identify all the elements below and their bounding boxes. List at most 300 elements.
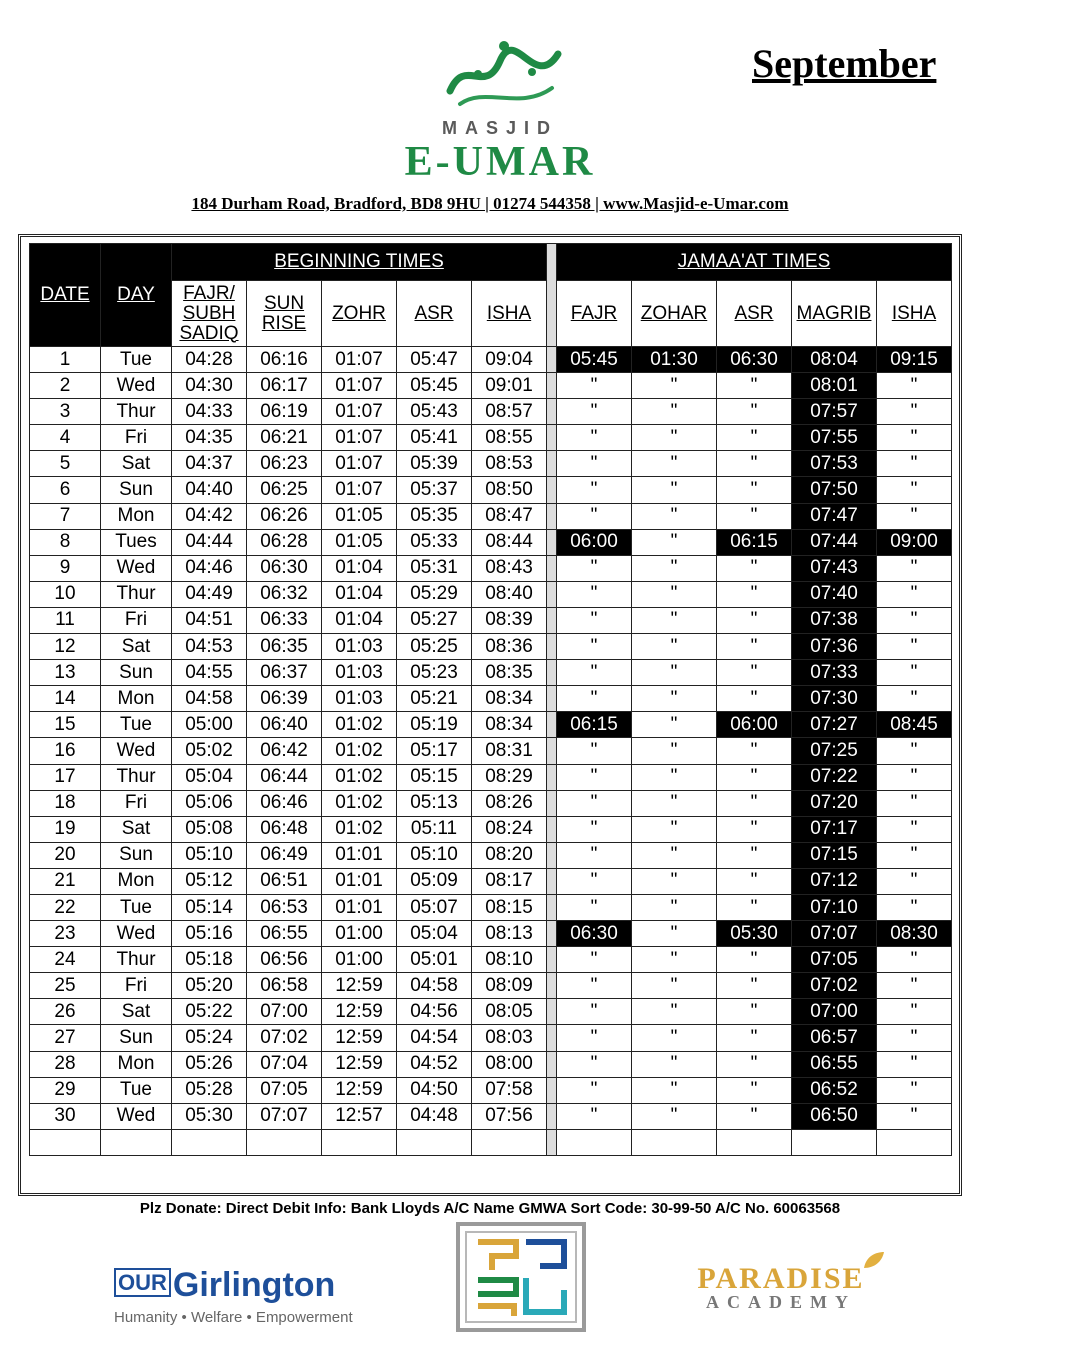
table-row — [30, 634, 952, 660]
column-divider — [547, 816, 557, 842]
empty-cell — [877, 1129, 952, 1155]
asr-cell: 05:41 — [397, 425, 472, 451]
jamaat-asr-cell: " — [717, 999, 792, 1025]
fajr-begin-cell: 04:55 — [172, 660, 247, 686]
date-cell: 29 — [30, 1077, 101, 1103]
jamaat-asr-cell: " — [717, 373, 792, 399]
jamaat-isha-cell: " — [877, 868, 952, 894]
jamaat-asr-cell: " — [717, 764, 792, 790]
sunrise-cell: 07:02 — [247, 1025, 322, 1051]
jamaat-asr-cell: " — [717, 581, 792, 607]
jamaat-fajr-cell: " — [557, 816, 632, 842]
zohr-cell: 01:02 — [322, 790, 397, 816]
isha-cell: 09:01 — [472, 373, 547, 399]
jamaat-zohar-cell: " — [632, 842, 717, 868]
jamaat-isha-cell: " — [877, 947, 952, 973]
day-cell: Sun — [101, 660, 172, 686]
fajr-begin-cell: 05:24 — [172, 1025, 247, 1051]
jamaat-zohar-cell: " — [632, 503, 717, 529]
empty-cell — [632, 1129, 717, 1155]
sunrise-cell: 06:17 — [247, 373, 322, 399]
date-cell: 4 — [30, 425, 101, 451]
jamaat-magrib-cell: 08:04 — [792, 347, 877, 373]
isha-cell: 08:05 — [472, 999, 547, 1025]
jamaat-zohar-cell: " — [632, 973, 717, 999]
jamaat-zohar-cell: " — [632, 868, 717, 894]
asr-cell: 05:47 — [397, 347, 472, 373]
jamaat-asr-cell: " — [717, 660, 792, 686]
jamaat-isha-header: ISHA — [877, 281, 952, 347]
column-divider — [547, 347, 557, 373]
table-row — [30, 738, 952, 764]
day-cell: Tues — [101, 529, 172, 555]
jamaat-fajr-cell: " — [557, 1025, 632, 1051]
asr-cell: 05:09 — [397, 868, 472, 894]
fajr-begin-cell: 04:42 — [172, 503, 247, 529]
isha-cell: 07:58 — [472, 1077, 547, 1103]
jamaat-isha-cell: " — [877, 581, 952, 607]
date-cell: 21 — [30, 868, 101, 894]
date-cell: 10 — [30, 581, 101, 607]
day-cell: Fri — [101, 973, 172, 999]
sunrise-cell: 06:32 — [247, 581, 322, 607]
jamaat-fajr-cell: " — [557, 894, 632, 920]
day-cell: Tue — [101, 894, 172, 920]
jamaat-isha-cell: " — [877, 451, 952, 477]
fajr-begin-cell: 05:02 — [172, 738, 247, 764]
jamaat-fajr-cell: " — [557, 999, 632, 1025]
column-divider — [547, 373, 557, 399]
fajr-begin-cell: 05:28 — [172, 1077, 247, 1103]
column-divider — [547, 1129, 557, 1155]
jamaat-fajr-cell: " — [557, 425, 632, 451]
asr-cell: 05:39 — [397, 451, 472, 477]
day-cell: Sat — [101, 816, 172, 842]
column-divider — [547, 399, 557, 425]
column-divider — [547, 999, 557, 1025]
column-divider — [547, 947, 557, 973]
date-cell: 17 — [30, 764, 101, 790]
leaf-icon — [862, 1250, 886, 1270]
zohr-cell: 12:59 — [322, 1051, 397, 1077]
zohr-cell: 01:03 — [322, 634, 397, 660]
day-cell: Mon — [101, 503, 172, 529]
jamaat-isha-cell: " — [877, 1077, 952, 1103]
asr-cell: 05:23 — [397, 660, 472, 686]
jamaat-asr-cell: " — [717, 477, 792, 503]
jamaat-zohar-cell: " — [632, 451, 717, 477]
masjid-calligraphy-logo — [440, 36, 570, 116]
table-row — [30, 581, 952, 607]
jamaat-asr-cell: " — [717, 842, 792, 868]
jamaat-zohar-header: ZOHAR — [632, 281, 717, 347]
jamaat-fajr-cell: " — [557, 660, 632, 686]
date-cell: 16 — [30, 738, 101, 764]
table-row — [30, 451, 952, 477]
isha-cell: 08:40 — [472, 581, 547, 607]
asr-cell: 05:04 — [397, 921, 472, 947]
sunrise-cell: 06:23 — [247, 451, 322, 477]
jamaat-asr-cell: " — [717, 1077, 792, 1103]
zohr-cell: 12:59 — [322, 973, 397, 999]
date-cell: 6 — [30, 477, 101, 503]
sunrise-cell: 06:28 — [247, 529, 322, 555]
jamaat-zohar-cell: " — [632, 947, 717, 973]
column-divider — [547, 607, 557, 633]
address-line: 184 Durham Road, Bradford, BD8 9HU | 01274 544358 | www.Masjid-e-Umar.com — [191, 194, 789, 213]
jamaat-isha-cell: " — [877, 634, 952, 660]
fajr-begin-cell: 05:04 — [172, 764, 247, 790]
column-divider — [547, 1051, 557, 1077]
zohr-cell: 01:02 — [322, 738, 397, 764]
isha-cell: 08:03 — [472, 1025, 547, 1051]
day-cell: Sun — [101, 477, 172, 503]
sunrise-cell: 06:49 — [247, 842, 322, 868]
zohr-cell: 12:59 — [322, 1077, 397, 1103]
paradise-academy-logo — [676, 1262, 886, 1313]
empty-cell — [247, 1129, 322, 1155]
jamaat-asr-cell: " — [717, 738, 792, 764]
day-cell: Thur — [101, 399, 172, 425]
isha-cell: 08:17 — [472, 868, 547, 894]
jamaat-magrib-cell: 07:55 — [792, 425, 877, 451]
column-divider — [547, 790, 557, 816]
day-cell: Sat — [101, 451, 172, 477]
day-cell: Wed — [101, 1103, 172, 1129]
jamaat-isha-cell: " — [877, 999, 952, 1025]
isha-cell: 08:31 — [472, 738, 547, 764]
isha-cell: 08:10 — [472, 947, 547, 973]
jamaat-isha-cell: " — [877, 686, 952, 712]
jamaat-fajr-cell: 06:30 — [557, 921, 632, 947]
prayer-timetable — [29, 243, 952, 1156]
fajr-begin-cell: 05:30 — [172, 1103, 247, 1129]
isha-cell: 08:39 — [472, 607, 547, 633]
date-cell: 19 — [30, 816, 101, 842]
sunrise-cell: 06:44 — [247, 764, 322, 790]
sunrise-cell: 06:19 — [247, 399, 322, 425]
fajr-begin-cell: 05:16 — [172, 921, 247, 947]
sunrise-cell: 06:46 — [247, 790, 322, 816]
jamaat-isha-cell: 09:00 — [877, 529, 952, 555]
isha-cell: 08:44 — [472, 529, 547, 555]
table-row — [30, 894, 952, 920]
empty-cell — [472, 1129, 547, 1155]
date-cell: 22 — [30, 894, 101, 920]
day-cell: Thur — [101, 947, 172, 973]
table-row — [30, 529, 952, 555]
paradise-sub: ACADEMY — [706, 1292, 856, 1312]
jamaat-fajr-cell: " — [557, 868, 632, 894]
asr-cell: 05:43 — [397, 399, 472, 425]
isha-cell: 08:26 — [472, 790, 547, 816]
jamaat-isha-cell: " — [877, 816, 952, 842]
table-row — [30, 712, 952, 738]
jamaat-isha-cell: 09:15 — [877, 347, 952, 373]
column-divider — [547, 842, 557, 868]
fajr-begin-cell: 05:10 — [172, 842, 247, 868]
day-cell: Tue — [101, 1077, 172, 1103]
table-row — [30, 868, 952, 894]
isha-cell: 08:24 — [472, 816, 547, 842]
zohr-cell: 01:02 — [322, 764, 397, 790]
jamaat-asr-cell: " — [717, 947, 792, 973]
jamaat-magrib-cell: 07:00 — [792, 999, 877, 1025]
jamaat-fajr-cell: " — [557, 686, 632, 712]
isha-cell: 08:34 — [472, 712, 547, 738]
asr-cell: 04:54 — [397, 1025, 472, 1051]
jamaat-asr-cell: " — [717, 686, 792, 712]
jamaat-isha-cell: " — [877, 790, 952, 816]
jamaat-asr-cell: " — [717, 973, 792, 999]
sunrise-cell: 06:55 — [247, 921, 322, 947]
zohr-cell: 01:03 — [322, 686, 397, 712]
jamaat-magrib-cell: 06:57 — [792, 1025, 877, 1051]
date-cell: 26 — [30, 999, 101, 1025]
zohr-cell: 01:07 — [322, 373, 397, 399]
sunrise-cell: 06:39 — [247, 686, 322, 712]
date-cell: 2 — [30, 373, 101, 399]
day-cell: Tue — [101, 712, 172, 738]
empty-cell — [717, 1129, 792, 1155]
fajr-begin-cell: 05:26 — [172, 1051, 247, 1077]
asr-cell: 04:50 — [397, 1077, 472, 1103]
jamaat-fajr-cell: " — [557, 373, 632, 399]
isha-cell: 08:57 — [472, 399, 547, 425]
table-row — [30, 555, 952, 581]
jamaat-asr-cell: 06:00 — [717, 712, 792, 738]
column-divider — [547, 738, 557, 764]
jamaat-fajr-cell: " — [557, 399, 632, 425]
empty-cell — [322, 1129, 397, 1155]
timetable-body — [30, 347, 952, 1156]
day-cell: Wed — [101, 373, 172, 399]
table-row — [30, 477, 952, 503]
fajr-begin-cell: 05:20 — [172, 973, 247, 999]
table-row — [30, 399, 952, 425]
asr-cell: 05:45 — [397, 373, 472, 399]
fajr-begin-cell: 04:37 — [172, 451, 247, 477]
table-row — [30, 425, 952, 451]
sunrise-cell: 07:07 — [247, 1103, 322, 1129]
table-row — [30, 816, 952, 842]
jamaat-zohar-cell: " — [632, 399, 717, 425]
sunrise-header: SUN RISE — [247, 281, 322, 347]
column-divider — [547, 868, 557, 894]
jamaat-isha-cell: " — [877, 503, 952, 529]
jamaat-asr-cell: " — [717, 1025, 792, 1051]
our-badge: OUR — [114, 1268, 171, 1297]
fajr-begin-cell: 05:06 — [172, 790, 247, 816]
jamaat-asr-header: ASR — [717, 281, 792, 347]
jamaat-magrib-cell: 07:50 — [792, 477, 877, 503]
date-cell: 25 — [30, 973, 101, 999]
sunrise-cell: 06:42 — [247, 738, 322, 764]
isha-cell: 08:00 — [472, 1051, 547, 1077]
table-row — [30, 660, 952, 686]
jamaat-fajr-cell: " — [557, 581, 632, 607]
jamaat-asr-cell: " — [717, 607, 792, 633]
day-header: DAY — [101, 244, 172, 347]
isha-cell: 08:29 — [472, 764, 547, 790]
jamaat-isha-cell: " — [877, 1103, 952, 1129]
jamaat-zohar-cell: " — [632, 764, 717, 790]
jamaat-zohar-cell: " — [632, 660, 717, 686]
jamaat-magrib-cell: 06:55 — [792, 1051, 877, 1077]
jamaat-times-header: JAMAA'AT TIMES — [557, 244, 952, 281]
jamaat-magrib-cell: 07:44 — [792, 529, 877, 555]
asr-cell: 05:31 — [397, 555, 472, 581]
column-divider — [547, 764, 557, 790]
table-row — [30, 842, 952, 868]
fajr-begin-cell: 04:53 — [172, 634, 247, 660]
zohr-header: ZOHR — [322, 281, 397, 347]
column-divider — [547, 244, 557, 347]
date-cell: 18 — [30, 790, 101, 816]
table-row — [30, 764, 952, 790]
isha-cell: 09:04 — [472, 347, 547, 373]
sunrise-cell: 06:35 — [247, 634, 322, 660]
jamaat-magrib-cell: 07:27 — [792, 712, 877, 738]
girlington-tagline: Humanity • Welfare • Empowerment — [114, 1309, 353, 1326]
jamaat-magrib-header: MAGRIB — [792, 281, 877, 347]
zohr-cell: 01:07 — [322, 425, 397, 451]
masjid-name: E-UMAR — [404, 139, 596, 185]
sunrise-cell: 07:00 — [247, 999, 322, 1025]
date-cell: 11 — [30, 607, 101, 633]
date-cell: 30 — [30, 1103, 101, 1129]
jamaat-fajr-cell: " — [557, 1051, 632, 1077]
jamaat-fajr-cell: 06:00 — [557, 529, 632, 555]
date-cell: 20 — [30, 842, 101, 868]
jamaat-zohar-cell: " — [632, 529, 717, 555]
day-cell: Mon — [101, 1051, 172, 1077]
sunrise-cell: 06:16 — [247, 347, 322, 373]
asr-cell: 05:33 — [397, 529, 472, 555]
jamaat-zohar-cell: " — [632, 790, 717, 816]
asr-cell: 05:29 — [397, 581, 472, 607]
zohr-cell: 01:02 — [322, 816, 397, 842]
masjid-label: MASJID — [441, 118, 558, 138]
jamaat-isha-cell: " — [877, 399, 952, 425]
sunrise-cell: 06:30 — [247, 555, 322, 581]
column-divider — [547, 503, 557, 529]
jamaat-isha-cell: " — [877, 373, 952, 399]
jamaat-asr-cell: 06:15 — [717, 529, 792, 555]
fajr-begin-cell: 04:28 — [172, 347, 247, 373]
jamaat-zohar-cell: " — [632, 634, 717, 660]
date-cell: 5 — [30, 451, 101, 477]
fajr-begin-cell: 05:00 — [172, 712, 247, 738]
fajr-begin-header: FAJR/ SUBH SADIQ — [172, 281, 247, 347]
empty-cell — [172, 1129, 247, 1155]
asr-cell: 05:10 — [397, 842, 472, 868]
column-divider — [547, 894, 557, 920]
day-cell: Mon — [101, 686, 172, 712]
table-row — [30, 1129, 952, 1155]
table-row — [30, 1025, 952, 1051]
column-divider — [547, 425, 557, 451]
jamaat-magrib-cell: 07:36 — [792, 634, 877, 660]
fajr-begin-cell: 05:08 — [172, 816, 247, 842]
paradise-name: PARADISE — [697, 1262, 865, 1295]
isha-cell: 08:47 — [472, 503, 547, 529]
isha-cell: 08:35 — [472, 660, 547, 686]
jamaat-asr-cell: " — [717, 555, 792, 581]
asr-cell: 05:11 — [397, 816, 472, 842]
jamaat-isha-cell: " — [877, 660, 952, 686]
table-row — [30, 1077, 952, 1103]
asr-cell: 05:25 — [397, 634, 472, 660]
date-header: DATE — [30, 244, 101, 347]
jamaat-magrib-cell: 07:53 — [792, 451, 877, 477]
sunrise-cell: 06:58 — [247, 973, 322, 999]
column-divider — [547, 660, 557, 686]
sunrise-cell: 06:26 — [247, 503, 322, 529]
jamaat-fajr-cell: " — [557, 1103, 632, 1129]
date-cell: 23 — [30, 921, 101, 947]
fajr-begin-cell: 04:40 — [172, 477, 247, 503]
jamaat-fajr-cell: " — [557, 973, 632, 999]
isha-cell: 08:50 — [472, 477, 547, 503]
jamaat-asr-cell: " — [717, 451, 792, 477]
jamaat-isha-cell: " — [877, 1051, 952, 1077]
zohr-cell: 01:07 — [322, 399, 397, 425]
jamaat-zohar-cell: " — [632, 581, 717, 607]
table-row — [30, 607, 952, 633]
date-cell: 24 — [30, 947, 101, 973]
jamaat-zohar-cell: " — [632, 1025, 717, 1051]
fajr-begin-cell: 04:46 — [172, 555, 247, 581]
jamaat-magrib-cell: 07:02 — [792, 973, 877, 999]
isha-cell: 08:13 — [472, 921, 547, 947]
jamaat-fajr-cell: " — [557, 947, 632, 973]
column-divider — [547, 712, 557, 738]
fajr-begin-cell: 04:44 — [172, 529, 247, 555]
asr-cell: 05:13 — [397, 790, 472, 816]
day-cell: Sat — [101, 634, 172, 660]
zohr-cell: 01:07 — [322, 451, 397, 477]
zohr-cell: 01:03 — [322, 660, 397, 686]
jamaat-fajr-cell: " — [557, 634, 632, 660]
jamaat-zohar-cell: " — [632, 894, 717, 920]
jamaat-zohar-cell: " — [632, 1077, 717, 1103]
asr-cell: 05:15 — [397, 764, 472, 790]
jamaat-fajr-header: FAJR — [557, 281, 632, 347]
jamaat-magrib-cell: 07:12 — [792, 868, 877, 894]
jamaat-isha-cell: 08:45 — [877, 712, 952, 738]
fajr-begin-cell: 05:18 — [172, 947, 247, 973]
column-divider — [547, 555, 557, 581]
jamaat-magrib-cell: 07:43 — [792, 555, 877, 581]
jamaat-zohar-cell: " — [632, 1103, 717, 1129]
date-cell: 15 — [30, 712, 101, 738]
month-title: September — [752, 41, 937, 86]
jamaat-magrib-cell: 07:15 — [792, 842, 877, 868]
isha-cell: 08:53 — [472, 451, 547, 477]
isha-cell: 07:56 — [472, 1103, 547, 1129]
jamaat-asr-cell: 05:30 — [717, 921, 792, 947]
asr-cell: 05:01 — [397, 947, 472, 973]
sunrise-cell: 06:56 — [247, 947, 322, 973]
zohr-cell: 01:01 — [322, 868, 397, 894]
jamaat-zohar-cell: " — [632, 1051, 717, 1077]
asr-cell: 04:58 — [397, 973, 472, 999]
jamaat-isha-cell: 08:30 — [877, 921, 952, 947]
day-cell: Tue — [101, 347, 172, 373]
table-row — [30, 999, 952, 1025]
fajr-begin-cell: 04:49 — [172, 581, 247, 607]
